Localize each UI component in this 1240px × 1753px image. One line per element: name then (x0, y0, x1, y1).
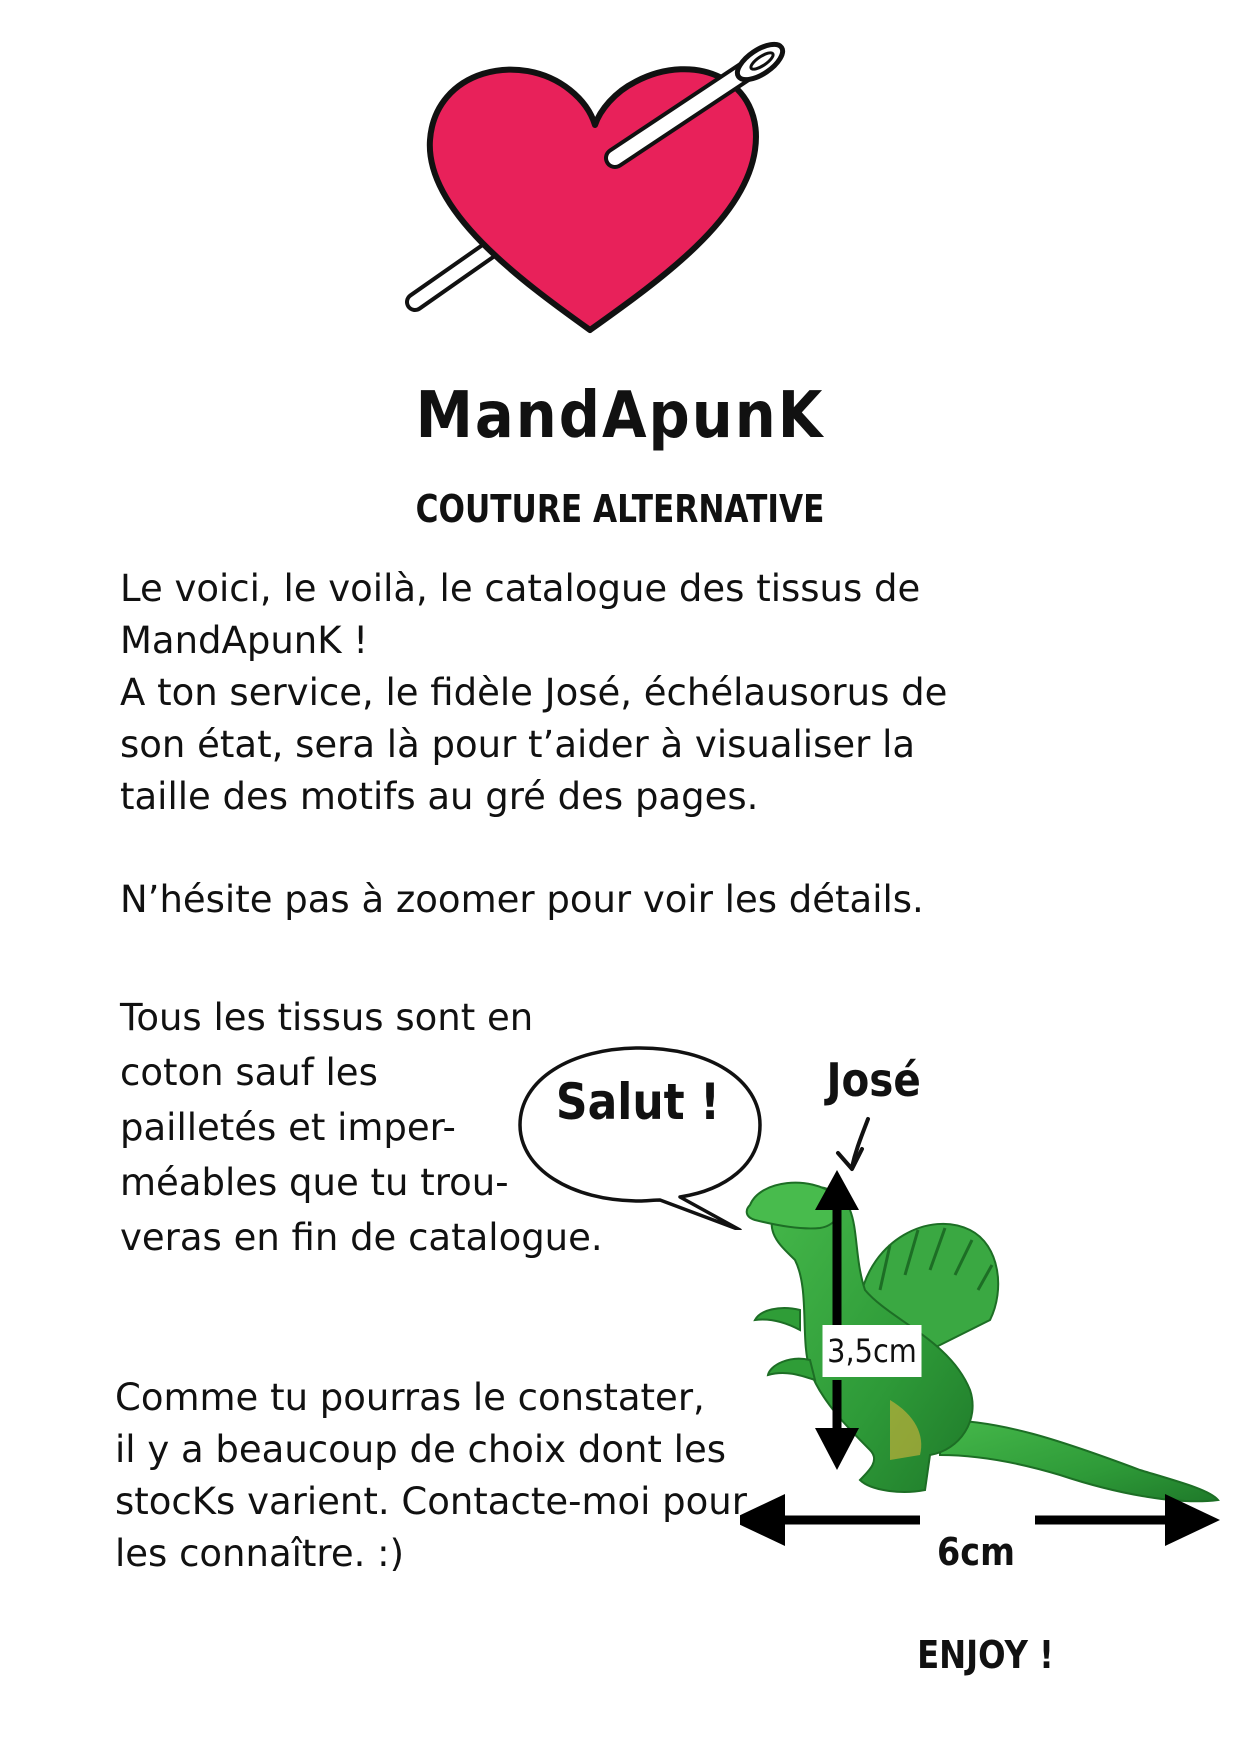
zoom-hint: N’hésite pas à zoomer pour voir les détails. (120, 878, 924, 921)
heart-needle-logo-icon (400, 40, 870, 380)
pointer-arrow-icon (830, 1115, 890, 1175)
dinosaur-figure-icon (740, 1170, 1220, 1550)
brand-title: MandApunK (415, 379, 825, 453)
closing-text: ENJOY ! (917, 1633, 1054, 1677)
brand-tagline: COUTURE ALTERNATIVE (415, 487, 825, 531)
fabrics-paragraph: Tous les tissus sont en coton sauf les pailletés et imper- méables que tu trou- veras en fin de catalogue. (120, 996, 603, 1259)
speech-text: Salut ! (555, 1073, 721, 1131)
dinosaur-body (747, 1183, 1218, 1502)
width-label: 6cm (932, 1527, 1020, 1577)
intro-paragraph: Le voici, le voilà, le catalogue des tissus de MandApunK ! A ton service, le fidèle José, échélausorus de son état, sera là pour t’aider à visualiser la taille des motifs au gré des pages. (120, 567, 948, 818)
speech-bubble-icon (510, 1040, 770, 1230)
mascot-name: José (826, 1053, 921, 1107)
stocks-paragraph: Comme tu pourras le constater, il y a beaucoup de choix dont les stocKs varient. Contacte-moi pour les connaître. :) (115, 1376, 747, 1575)
height-label: 3,5cm (823, 1325, 922, 1377)
